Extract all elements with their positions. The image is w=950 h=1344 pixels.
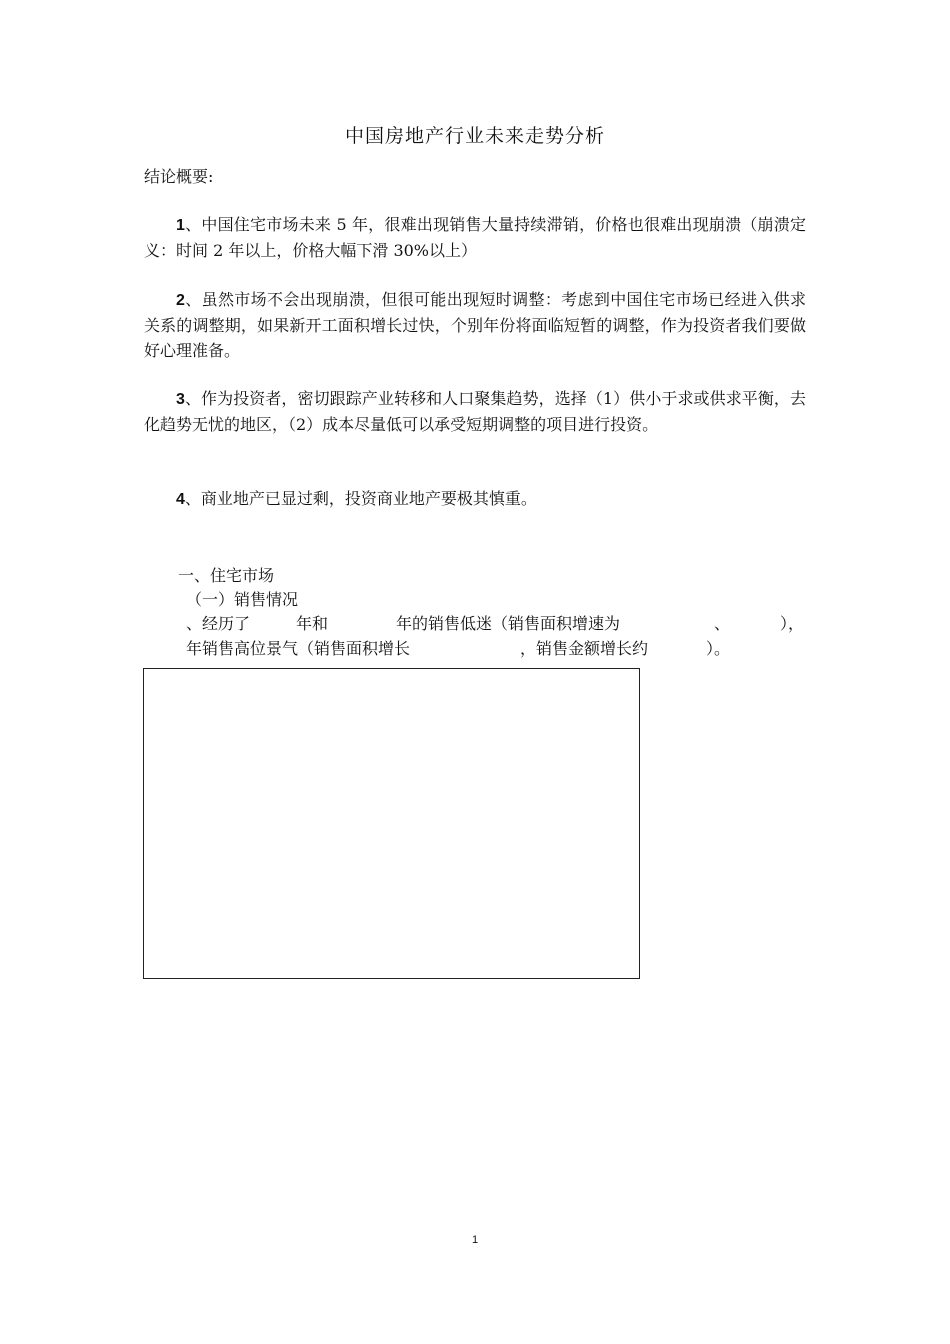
point-number: 1: [176, 217, 185, 234]
page-number: 1: [471, 1234, 479, 1246]
point-number: 4: [176, 491, 185, 508]
conclusion-point-3: [144, 386, 806, 437]
sales-line2-part-c: ）。: [706, 639, 731, 658]
conclusion-point-4: [144, 486, 806, 512]
sales-line1-part-e: ），: [780, 614, 805, 633]
point-number: 3: [176, 391, 185, 408]
sales-line2-part-a: 年销售高位景气（销售面积增长: [186, 639, 411, 658]
sales-line1-part-d: 、: [714, 614, 731, 633]
point-text: 、中国住宅市场未来 5 年，很难出现销售大量持续滞销，价格也很难出现崩溃（崩溃定义：时间 2 年以上，价格大幅下滑 30%以上）: [144, 215, 806, 260]
document-title: 中国房地产行业未来走势分析: [344, 125, 605, 147]
conclusion-point-2: [144, 287, 806, 363]
sales-line1-part-b: 年和: [296, 614, 329, 633]
sales-line1-part-c: 年的销售低迷（销售面积增速为: [396, 614, 621, 633]
summary-label: 结论概要:: [144, 167, 214, 186]
sales-line2-part-b: ，销售金额增长约: [520, 639, 649, 658]
point-number: 2: [176, 292, 185, 309]
point-text: 、作为投资者，密切跟踪产业转移和人口聚集趋势，选择（1）供小于求或供求平衡，去化趋势无忧的地区，（2）成本尽量低可以承受短期调整的项目进行投资。: [144, 389, 806, 434]
point-text: 、虽然市场不会出现崩溃，但很可能出现短时调整：考虑到中国住宅市场已经进入供求关系的调整期，如果新开工面积增长过快，个别年份将面临短暂的调整，作为投资者我们要做好心理准备。: [144, 290, 806, 360]
figure-placeholder-box: [143, 668, 640, 979]
section-heading: 一、住宅市场: [178, 566, 275, 585]
conclusion-point-1: [144, 212, 806, 263]
point-text: 、商业地产已显过剩，投资商业地产要极其慎重。: [184, 489, 537, 508]
sales-line1-part-a: 、经历了: [186, 614, 251, 633]
subsection-heading: （一）销售情况: [186, 590, 299, 609]
